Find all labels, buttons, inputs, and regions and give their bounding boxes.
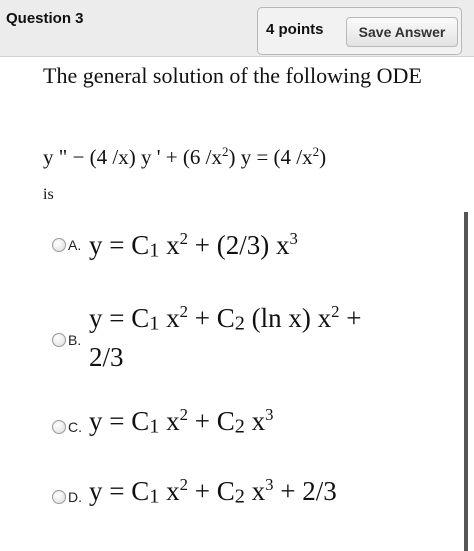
question-prompt: The general solution of the following ODE	[43, 63, 422, 88]
option-d-letter: D.	[68, 489, 82, 505]
option-d-radio[interactable]	[52, 490, 66, 504]
option-b-radio[interactable]	[52, 333, 66, 347]
ode-equation: y " − (4 /x) y ' + (6 $/x^2$) y = (4 $/x^2$)	[43, 144, 327, 169]
save-answer-button[interactable]: Save Answer	[346, 17, 458, 47]
option-b-equation: y = C1 $x^2 + C2$ (ln x) $x^2$ +	[89, 302, 362, 335]
question-title: Question 3	[6, 10, 84, 27]
option-a-letter: A.	[68, 237, 82, 253]
scrollbar[interactable]	[464, 212, 468, 551]
option-c-equation: y = C1 $x^2 + C2$ $x^3$	[89, 405, 274, 438]
question-header	[0, 0, 474, 57]
option-c-radio[interactable]	[52, 420, 66, 434]
option-d-equation: y = C1 $x^2 + C2$ $x^3 + 2/3$	[89, 475, 337, 508]
option-b-letter: B.	[68, 332, 82, 348]
option-c-letter: C.	[68, 419, 82, 435]
option-a-equation: y = C1 $x^2 + (2/3)$ $x^3$	[89, 229, 298, 262]
points-label: 4 points	[266, 21, 324, 38]
points-box	[257, 7, 462, 55]
question-suffix: is	[43, 186, 54, 203]
option-a-radio[interactable]	[52, 238, 66, 252]
option-b-equation-line2: 2/3	[89, 342, 124, 372]
